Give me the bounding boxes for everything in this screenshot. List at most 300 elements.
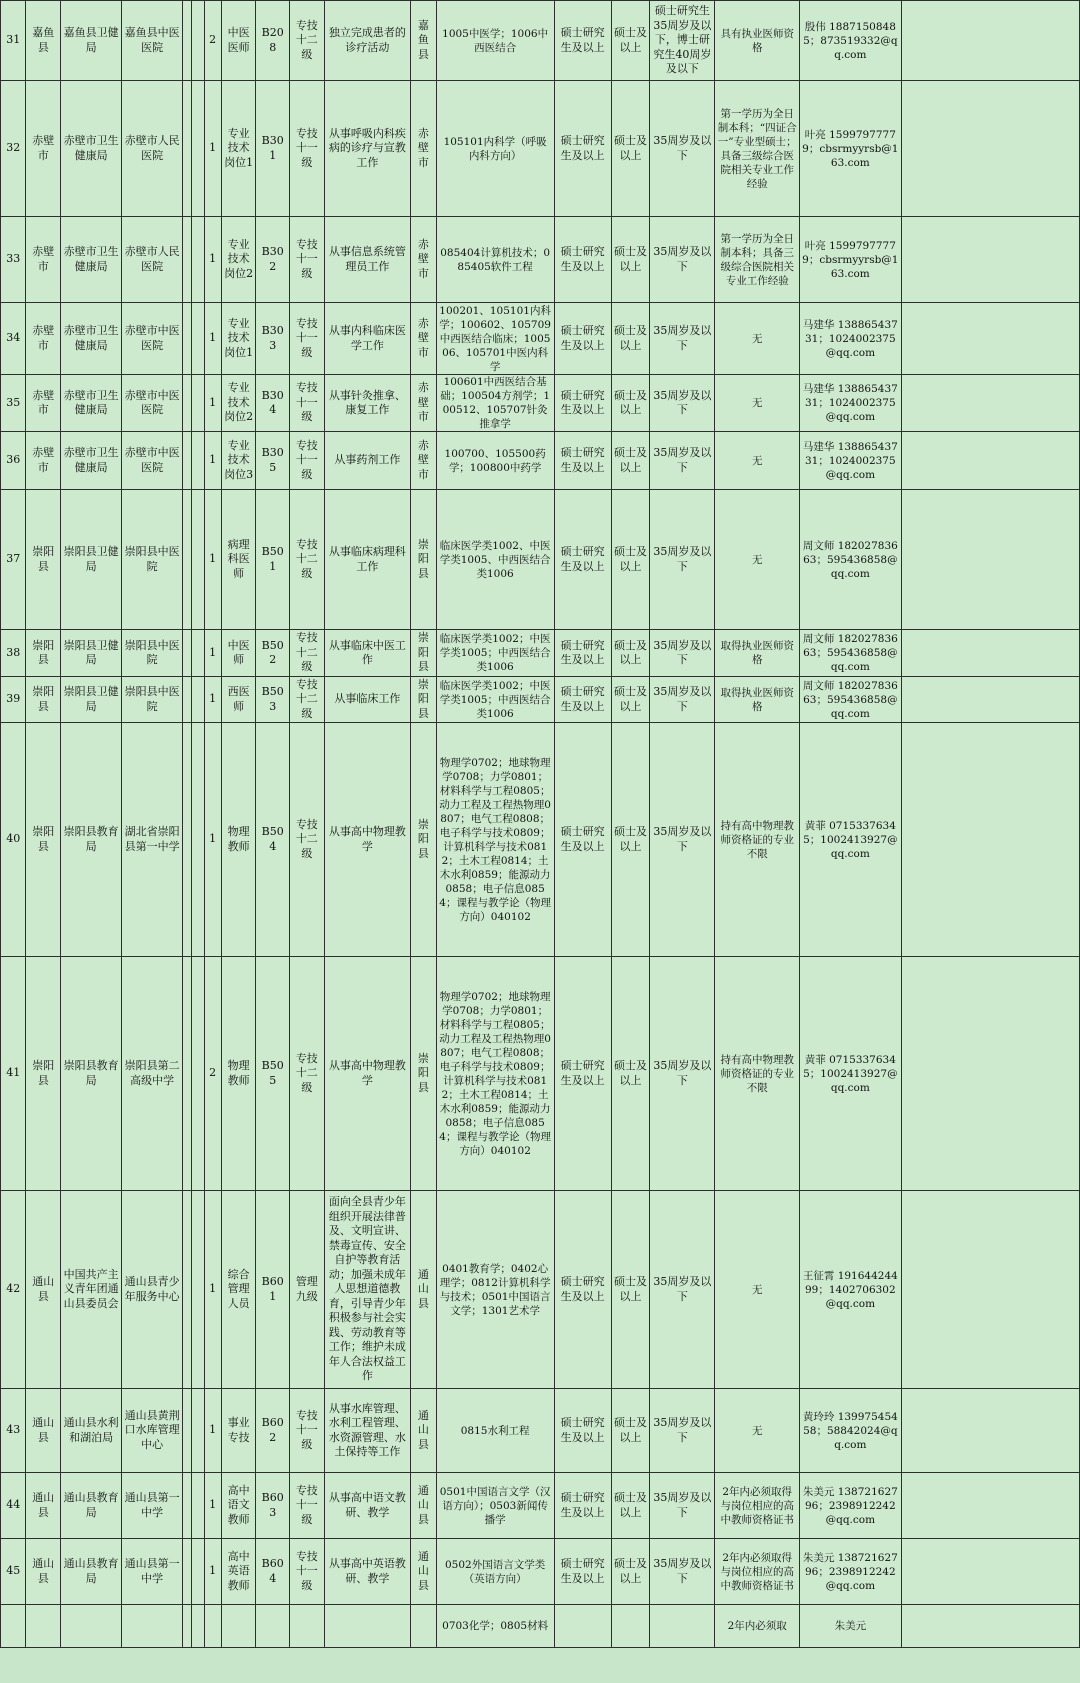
blank-cell xyxy=(901,957,1079,1191)
county-cell: 赤壁市 xyxy=(26,432,61,490)
location-cell: 崇阳县 xyxy=(411,677,436,723)
blank-cell xyxy=(183,81,192,217)
major-cell: 0502外国语言文学类（英语方向） xyxy=(436,1539,554,1605)
age-cell: 35周岁及以下 xyxy=(650,432,715,490)
education-cell: 硕士研究生及以上 xyxy=(554,1,611,81)
education-cell: 硕士研究生及以上 xyxy=(554,81,611,217)
post-code-cell: B208 xyxy=(256,1,290,81)
major-cell: 085404计算机技术；085405软件工程 xyxy=(436,217,554,303)
contact-cell: 黄菲 07153376345；1002413927@qq.com xyxy=(799,957,901,1191)
table-row xyxy=(1,1539,1080,1605)
post-cell: 专业技术岗位2 xyxy=(221,217,256,303)
contact-cell: 叶亮 15997977779；cbsrmyyrsb@163.com xyxy=(799,81,901,217)
level-cell: 专技十二级 xyxy=(290,723,325,957)
contact-cell: 叶亮 15997977779；cbsrmyyrsb@163.com xyxy=(799,217,901,303)
location-cell: 崇阳县 xyxy=(411,490,436,630)
age-cell: 35周岁及以下 xyxy=(650,957,715,1191)
other-requirement-cell: 2年内必须取 xyxy=(715,1605,799,1648)
blank-cell xyxy=(183,303,192,375)
duty-cell: 从事临床工作 xyxy=(324,677,411,723)
degree-cell: 硕士及以上 xyxy=(611,432,650,490)
department-cell: 赤壁市卫生健康局 xyxy=(61,432,122,490)
table-row xyxy=(1,1,1080,81)
unit-cell: 嘉鱼县中医医院 xyxy=(122,1,183,81)
location-cell: 赤壁市 xyxy=(411,303,436,375)
level-cell: 专技十一级 xyxy=(290,432,325,490)
row-number: 39 xyxy=(1,677,26,723)
blank-cell xyxy=(901,1389,1079,1473)
contact-cell: 朱美元 13872162796；2398912242@qq.com xyxy=(799,1539,901,1605)
blank-cell xyxy=(901,1191,1079,1389)
degree-cell: 硕士及以上 xyxy=(611,490,650,630)
table-row xyxy=(1,1389,1080,1473)
other-requirement-cell: 第一学历为全日制本科；具备三级综合医院相关专业工作经验 xyxy=(715,217,799,303)
blank-cell xyxy=(901,630,1079,677)
department-cell: 嘉鱼县卫健局 xyxy=(61,1,122,81)
blank-cell xyxy=(192,81,204,217)
education-cell: 硕士研究生及以上 xyxy=(554,217,611,303)
age-cell: 35周岁及以下 xyxy=(650,81,715,217)
degree-cell: 硕士及以上 xyxy=(611,375,650,432)
department-cell: 通山县水利和湖泊局 xyxy=(61,1389,122,1473)
table-row xyxy=(1,432,1080,490)
age-cell: 35周岁及以下 xyxy=(650,217,715,303)
contact-cell: 周文师 18202783663；595436858@qq.com xyxy=(799,677,901,723)
row-number: 43 xyxy=(1,1389,26,1473)
county-cell: 赤壁市 xyxy=(26,375,61,432)
level-cell: 专技十一级 xyxy=(290,1539,325,1605)
major-cell: 0501中国语言文学（汉语方向）；0503新闻传播学 xyxy=(436,1473,554,1539)
duty-cell xyxy=(324,1605,411,1648)
post-code-cell: B501 xyxy=(256,490,290,630)
department-cell: 崇阳县卫健局 xyxy=(61,630,122,677)
post-cell: 病理科医师 xyxy=(221,490,256,630)
headcount-cell: 2 xyxy=(204,1,221,81)
blank-cell xyxy=(183,217,192,303)
headcount-cell: 1 xyxy=(204,490,221,630)
county-cell: 通山县 xyxy=(26,1191,61,1389)
row-number: 38 xyxy=(1,630,26,677)
contact-cell: 黄玲玲 13997545458；58842024@qq.com xyxy=(799,1389,901,1473)
row-number: 31 xyxy=(1,1,26,81)
major-cell: 100700、105500药学；100800中药学 xyxy=(436,432,554,490)
age-cell: 35周岁及以下 xyxy=(650,1191,715,1389)
post-code-cell: B602 xyxy=(256,1389,290,1473)
blank-cell xyxy=(192,1473,204,1539)
duty-cell: 从事临床中医工作 xyxy=(324,630,411,677)
education-cell: 硕士研究生及以上 xyxy=(554,957,611,1191)
blank-cell xyxy=(901,1,1079,81)
major-cell: 临床医学类1002；中医学类1005；中西医结合类1006 xyxy=(436,630,554,677)
contact-cell: 马建华 13886543731；1024002375@qq.com xyxy=(799,375,901,432)
row-number: 35 xyxy=(1,375,26,432)
location-cell: 嘉鱼县 xyxy=(411,1,436,81)
level-cell: 专技十一级 xyxy=(290,1473,325,1539)
row-number: 42 xyxy=(1,1191,26,1389)
post-code-cell: B301 xyxy=(256,81,290,217)
post-code-cell: B604 xyxy=(256,1539,290,1605)
education-cell xyxy=(554,1605,611,1648)
blank-cell xyxy=(183,432,192,490)
major-cell: 物理学0702；地球物理学0708；力学0801；材料科学与工程0805；动力工程及工程热物理0807；电气工程0808；电子科学与技术0809；计算机科学与技术0812；土木工程0814；土木水利0859；能源动力0858；电子信息0854；课程与教学论（物理方向）040102 xyxy=(436,723,554,957)
department-cell xyxy=(61,1605,122,1648)
location-cell: 赤壁市 xyxy=(411,432,436,490)
blank-cell xyxy=(192,677,204,723)
level-cell: 专技十二级 xyxy=(290,1,325,81)
other-requirement-cell: 2年内必须取得与岗位相应的高中教师资格证书 xyxy=(715,1473,799,1539)
post-cell xyxy=(221,1605,256,1648)
table-row xyxy=(1,957,1080,1191)
department-cell: 通山县教育局 xyxy=(61,1539,122,1605)
level-cell: 专技十一级 xyxy=(290,1389,325,1473)
blank-cell xyxy=(192,490,204,630)
blank-cell xyxy=(183,1605,192,1648)
degree-cell: 硕士及以上 xyxy=(611,957,650,1191)
post-cell: 西医师 xyxy=(221,677,256,723)
level-cell: 专技十二级 xyxy=(290,630,325,677)
blank-cell xyxy=(192,217,204,303)
unit-cell: 赤壁市中医医院 xyxy=(122,375,183,432)
major-cell: 0815水利工程 xyxy=(436,1389,554,1473)
unit-cell: 崇阳县中医院 xyxy=(122,630,183,677)
education-cell: 硕士研究生及以上 xyxy=(554,375,611,432)
age-cell: 35周岁及以下 xyxy=(650,1389,715,1473)
duty-cell: 从事高中语文教研、教学 xyxy=(324,1473,411,1539)
post-code-cell xyxy=(256,1605,290,1648)
age-cell: 35周岁及以下 xyxy=(650,1539,715,1605)
other-requirement-cell: 无 xyxy=(715,1191,799,1389)
major-cell: 临床医学类1002；中医学类1005；中西医结合类1006 xyxy=(436,677,554,723)
post-code-cell: B603 xyxy=(256,1473,290,1539)
county-cell xyxy=(26,1605,61,1648)
department-cell: 中国共产主义青年团通山县委员会 xyxy=(61,1191,122,1389)
education-cell: 硕士研究生及以上 xyxy=(554,630,611,677)
education-cell: 硕士研究生及以上 xyxy=(554,303,611,375)
county-cell: 嘉鱼县 xyxy=(26,1,61,81)
blank-cell xyxy=(183,1191,192,1389)
post-code-cell: B304 xyxy=(256,375,290,432)
blank-cell xyxy=(901,1539,1079,1605)
post-code-cell: B503 xyxy=(256,677,290,723)
blank-cell xyxy=(192,723,204,957)
table-row xyxy=(1,375,1080,432)
post-cell: 专业技术岗位1 xyxy=(221,303,256,375)
blank-cell xyxy=(192,1191,204,1389)
degree-cell: 硕士及以上 xyxy=(611,81,650,217)
other-requirement-cell: 无 xyxy=(715,1389,799,1473)
duty-cell: 独立完成患者的诊疗活动 xyxy=(324,1,411,81)
row-number: 32 xyxy=(1,81,26,217)
education-cell: 硕士研究生及以上 xyxy=(554,677,611,723)
location-cell: 赤壁市 xyxy=(411,375,436,432)
blank-cell xyxy=(183,1,192,81)
blank-cell xyxy=(183,1539,192,1605)
row-number: 33 xyxy=(1,217,26,303)
row-number xyxy=(1,1605,26,1648)
contact-cell: 马建华 13886543731；1024002375@qq.com xyxy=(799,303,901,375)
headcount-cell: 1 xyxy=(204,1389,221,1473)
blank-cell xyxy=(901,1473,1079,1539)
blank-cell xyxy=(192,375,204,432)
department-cell: 崇阳县教育局 xyxy=(61,957,122,1191)
row-number: 44 xyxy=(1,1473,26,1539)
duty-cell: 从事水库管理、水利工程管理、水资源管理、水土保持等工作 xyxy=(324,1389,411,1473)
post-cell: 综合管理人员 xyxy=(221,1191,256,1389)
department-cell: 赤壁市卫生健康局 xyxy=(61,375,122,432)
table-row xyxy=(1,723,1080,957)
blank-cell xyxy=(183,490,192,630)
headcount-cell: 1 xyxy=(204,81,221,217)
headcount-cell: 1 xyxy=(204,432,221,490)
unit-cell: 赤壁市人民医院 xyxy=(122,217,183,303)
blank-cell xyxy=(183,677,192,723)
post-cell: 事业专技 xyxy=(221,1389,256,1473)
post-code-cell: B601 xyxy=(256,1191,290,1389)
location-cell: 通山县 xyxy=(411,1539,436,1605)
age-cell: 35周岁及以下 xyxy=(650,677,715,723)
age-cell: 35周岁及以下 xyxy=(650,1473,715,1539)
other-requirement-cell: 第一学历为全日制本科；“四证合一”专业型硕士；具备三级综合医院相关专业工作经验 xyxy=(715,81,799,217)
location-cell: 赤壁市 xyxy=(411,81,436,217)
post-code-cell: B303 xyxy=(256,303,290,375)
contact-cell: 黄菲 07153376345；1002413927@qq.com xyxy=(799,723,901,957)
blank-cell xyxy=(192,630,204,677)
other-requirement-cell: 具有执业医师资格 xyxy=(715,1,799,81)
table-row xyxy=(1,1605,1080,1648)
county-cell: 崇阳县 xyxy=(26,677,61,723)
unit-cell: 通山县黄荆口水库管理中心 xyxy=(122,1389,183,1473)
unit-cell: 通山县第一中学 xyxy=(122,1473,183,1539)
other-requirement-cell: 无 xyxy=(715,303,799,375)
blank-cell xyxy=(183,630,192,677)
blank-cell xyxy=(901,677,1079,723)
contact-cell: 殷伟 18871508485；873519332@qq.com xyxy=(799,1,901,81)
location-cell: 通山县 xyxy=(411,1191,436,1389)
degree-cell: 硕士及以上 xyxy=(611,677,650,723)
post-cell: 专业技术岗位1 xyxy=(221,81,256,217)
table-row xyxy=(1,1191,1080,1389)
age-cell: 35周岁及以下 xyxy=(650,303,715,375)
degree-cell: 硕士及以上 xyxy=(611,630,650,677)
age-cell: 35周岁及以下 xyxy=(650,375,715,432)
headcount-cell: 1 xyxy=(204,375,221,432)
degree-cell: 硕士及以上 xyxy=(611,1539,650,1605)
contact-cell: 周文师 18202783663；595436858@qq.com xyxy=(799,630,901,677)
location-cell: 崇阳县 xyxy=(411,630,436,677)
county-cell: 赤壁市 xyxy=(26,303,61,375)
county-cell: 赤壁市 xyxy=(26,81,61,217)
education-cell: 硕士研究生及以上 xyxy=(554,1389,611,1473)
degree-cell: 硕士及以上 xyxy=(611,303,650,375)
other-requirement-cell: 取得执业医师资格 xyxy=(715,677,799,723)
other-requirement-cell: 取得执业医师资格 xyxy=(715,630,799,677)
blank-cell xyxy=(901,432,1079,490)
blank-cell xyxy=(901,303,1079,375)
contact-cell: 周文师 18202783663；595436858@qq.com xyxy=(799,490,901,630)
major-cell: 临床医学类1002、中医学类1005、中西医结合类1006 xyxy=(436,490,554,630)
education-cell: 硕士研究生及以上 xyxy=(554,432,611,490)
blank-cell xyxy=(192,303,204,375)
table-row xyxy=(1,1473,1080,1539)
degree-cell: 硕士及以上 xyxy=(611,1473,650,1539)
contact-cell: 朱美元 xyxy=(799,1605,901,1648)
table-row xyxy=(1,217,1080,303)
major-cell: 100601中西医结合基础；100504方剂学；100512、105707针灸推拿学 xyxy=(436,375,554,432)
table-row xyxy=(1,630,1080,677)
row-number: 41 xyxy=(1,957,26,1191)
other-requirement-cell: 无 xyxy=(715,375,799,432)
blank-cell xyxy=(183,375,192,432)
county-cell: 通山县 xyxy=(26,1473,61,1539)
post-code-cell: B504 xyxy=(256,723,290,957)
contact-cell: 马建华 13886543731；1024002375@qq.com xyxy=(799,432,901,490)
table-row xyxy=(1,303,1080,375)
headcount-cell: 1 xyxy=(204,677,221,723)
department-cell: 赤壁市卫生健康局 xyxy=(61,217,122,303)
blank-cell xyxy=(901,723,1079,957)
age-cell: 35周岁及以下 xyxy=(650,630,715,677)
unit-cell: 崇阳县中医院 xyxy=(122,490,183,630)
degree-cell: 硕士及以上 xyxy=(611,1,650,81)
headcount-cell: 1 xyxy=(204,303,221,375)
post-cell: 高中英语教师 xyxy=(221,1539,256,1605)
row-number: 37 xyxy=(1,490,26,630)
education-cell: 硕士研究生及以上 xyxy=(554,1539,611,1605)
headcount-cell: 1 xyxy=(204,630,221,677)
degree-cell xyxy=(611,1605,650,1648)
level-cell: 专技十一级 xyxy=(290,375,325,432)
duty-cell: 从事内科临床医学工作 xyxy=(324,303,411,375)
level-cell xyxy=(290,1605,325,1648)
other-requirement-cell: 持有高中物理教师资格证的专业不限 xyxy=(715,723,799,957)
education-cell: 硕士研究生及以上 xyxy=(554,1191,611,1389)
row-number: 34 xyxy=(1,303,26,375)
contact-cell: 朱美元 13872162796；2398912242@qq.com xyxy=(799,1473,901,1539)
blank-cell xyxy=(183,1389,192,1473)
blank-cell xyxy=(192,1389,204,1473)
location-cell xyxy=(411,1605,436,1648)
headcount-cell: 1 xyxy=(204,1473,221,1539)
location-cell: 崇阳县 xyxy=(411,723,436,957)
duty-cell: 从事高中英语教研、教学 xyxy=(324,1539,411,1605)
row-number: 45 xyxy=(1,1539,26,1605)
table-row xyxy=(1,490,1080,630)
education-cell: 硕士研究生及以上 xyxy=(554,490,611,630)
age-cell: 35周岁及以下 xyxy=(650,723,715,957)
blank-cell xyxy=(183,1473,192,1539)
department-cell: 赤壁市卫生健康局 xyxy=(61,303,122,375)
blank-cell xyxy=(183,957,192,1191)
unit-cell: 赤壁市中医医院 xyxy=(122,432,183,490)
duty-cell: 从事药剂工作 xyxy=(324,432,411,490)
level-cell: 专技十二级 xyxy=(290,677,325,723)
degree-cell: 硕士及以上 xyxy=(611,217,650,303)
education-cell: 硕士研究生及以上 xyxy=(554,723,611,957)
headcount-cell: 1 xyxy=(204,217,221,303)
major-cell: 0703化学；0805材料 xyxy=(436,1605,554,1648)
county-cell: 崇阳县 xyxy=(26,490,61,630)
blank-cell xyxy=(183,723,192,957)
degree-cell: 硕士及以上 xyxy=(611,723,650,957)
post-cell: 高中语文教师 xyxy=(221,1473,256,1539)
degree-cell: 硕士及以上 xyxy=(611,1389,650,1473)
blank-cell xyxy=(901,217,1079,303)
unit-cell: 赤壁市人民医院 xyxy=(122,81,183,217)
major-cell: 0401教育学；0402心理学；0812计算机科学与技术；0501中国语言文学；1301艺术学 xyxy=(436,1191,554,1389)
post-code-cell: B502 xyxy=(256,630,290,677)
unit-cell: 通山县青少年服务中心 xyxy=(122,1191,183,1389)
unit-cell xyxy=(122,1605,183,1648)
headcount-cell: 2 xyxy=(204,957,221,1191)
department-cell: 崇阳县教育局 xyxy=(61,723,122,957)
headcount-cell xyxy=(204,1605,221,1648)
major-cell: 1005中医学；1006中西医结合 xyxy=(436,1,554,81)
blank-cell xyxy=(901,1605,1079,1648)
blank-cell xyxy=(192,1539,204,1605)
department-cell: 崇阳县卫健局 xyxy=(61,677,122,723)
level-cell: 专技十二级 xyxy=(290,490,325,630)
other-requirement-cell: 2年内必须取得与岗位相应的高中教师资格证书 xyxy=(715,1539,799,1605)
major-cell: 100201、105101内科学；100602、105709中西医结合临床；100506、105701中医内科学 xyxy=(436,303,554,375)
age-cell: 35周岁及以下 xyxy=(650,490,715,630)
blank-cell xyxy=(192,432,204,490)
other-requirement-cell: 无 xyxy=(715,432,799,490)
post-code-cell: B302 xyxy=(256,217,290,303)
duty-cell: 面向全县青少年组织开展法律普及、文明宣讲、禁毒宣传、安全自护等教育活动；加强未成年人思想道德教育，引导青少年积极参与社会实践、劳动教育等工作；维护未成年人合法权益工作 xyxy=(324,1191,411,1389)
post-cell: 中医医师 xyxy=(221,1,256,81)
major-cell: 105101内科学（呼吸内科方向） xyxy=(436,81,554,217)
unit-cell: 湖北省崇阳县第一中学 xyxy=(122,723,183,957)
post-code-cell: B505 xyxy=(256,957,290,1191)
table-row xyxy=(1,677,1080,723)
row-number: 40 xyxy=(1,723,26,957)
duty-cell: 从事针灸推拿、康复工作 xyxy=(324,375,411,432)
major-cell: 物理学0702；地球物理学0708；力学0801；材料科学与工程0805；动力工程及工程热物理0807；电气工程0808；电子科学与技术0809；计算机科学与技术0812；土木工程0814；土木水利0859；能源动力0858；电子信息0854；课程与教学论（物理方向）040102 xyxy=(436,957,554,1191)
county-cell: 崇阳县 xyxy=(26,957,61,1191)
county-cell: 通山县 xyxy=(26,1539,61,1605)
blank-cell xyxy=(901,81,1079,217)
post-cell: 专业技术岗位2 xyxy=(221,375,256,432)
level-cell: 管理九级 xyxy=(290,1191,325,1389)
location-cell: 崇阳县 xyxy=(411,957,436,1191)
table-row xyxy=(1,81,1080,217)
unit-cell: 通山县第一中学 xyxy=(122,1539,183,1605)
level-cell: 专技十一级 xyxy=(290,303,325,375)
degree-cell: 硕士及以上 xyxy=(611,1191,650,1389)
duty-cell: 从事高中物理教学 xyxy=(324,957,411,1191)
age-cell: 硕士研究生35周岁及以下，博士研究生40周岁及以下 xyxy=(650,1,715,81)
duty-cell: 从事信息系统管理员工作 xyxy=(324,217,411,303)
blank-cell xyxy=(192,957,204,1191)
unit-cell: 崇阳县第二高级中学 xyxy=(122,957,183,1191)
blank-cell xyxy=(901,490,1079,630)
duty-cell: 从事高中物理教学 xyxy=(324,723,411,957)
county-cell: 崇阳县 xyxy=(26,723,61,957)
headcount-cell: 1 xyxy=(204,723,221,957)
headcount-cell: 1 xyxy=(204,1191,221,1389)
other-requirement-cell: 持有高中物理教师资格证的专业不限 xyxy=(715,957,799,1191)
department-cell: 赤壁市卫生健康局 xyxy=(61,81,122,217)
post-cell: 专业技术岗位3 xyxy=(221,432,256,490)
department-cell: 崇阳县卫健局 xyxy=(61,490,122,630)
contact-cell: 王征霄 19164424499；1402706302@qq.com xyxy=(799,1191,901,1389)
education-cell: 硕士研究生及以上 xyxy=(554,1473,611,1539)
level-cell: 专技十一级 xyxy=(290,217,325,303)
county-cell: 赤壁市 xyxy=(26,217,61,303)
county-cell: 崇阳县 xyxy=(26,630,61,677)
other-requirement-cell: 无 xyxy=(715,490,799,630)
post-code-cell: B305 xyxy=(256,432,290,490)
